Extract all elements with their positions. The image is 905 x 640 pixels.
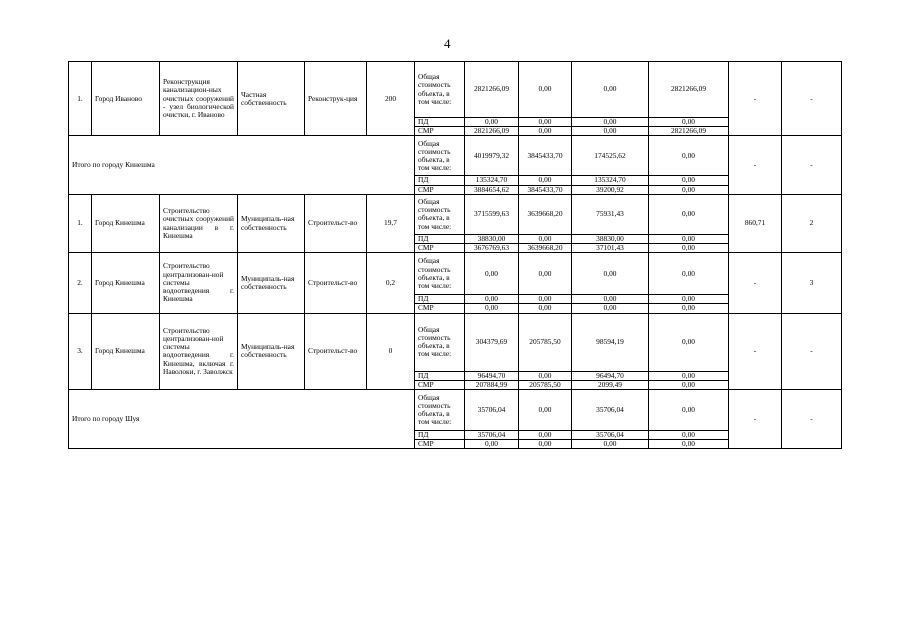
label-total-cost: Общая стоимость объекта, в том числе: [415, 390, 465, 431]
row-number: 3. [69, 313, 92, 389]
total-value: 35706,04 [465, 390, 519, 431]
label-pd: ПД [415, 118, 465, 127]
smr-value: 0,00 [572, 304, 649, 313]
total-value: 2821266,09 [649, 62, 729, 118]
pd-value: 35706,04 [465, 431, 519, 440]
smr-value: 0,00 [649, 380, 729, 389]
total-value: 0,00 [465, 253, 519, 295]
object-name: Реконструкция канализацион-ных очистных сооружений - узел биологической очистки, г. Иваново [160, 62, 238, 136]
row-number: 2. [69, 253, 92, 313]
label-total-cost: Общая стоимость объекта, в том числе: [415, 194, 465, 234]
row-number: 1. [69, 62, 92, 136]
extra-value-2: - [782, 313, 842, 389]
label-smr: СМР [415, 127, 465, 136]
table-row [69, 62, 842, 118]
work-type: Строительст-во [305, 253, 367, 313]
capacity: 0 [367, 313, 415, 389]
table-row [69, 136, 842, 176]
work-type: Реконструк-ция [305, 62, 367, 136]
pd-value: 38830,00 [572, 234, 649, 243]
row-number: 1. [69, 194, 92, 252]
smr-value: 3639668,20 [519, 244, 572, 253]
total-value: 174525,62 [572, 136, 649, 176]
table-row [69, 313, 842, 371]
ownership: Муниципаль-ная собственность [238, 194, 305, 252]
city-total-title: Итого по городу Шуя [69, 390, 415, 449]
smr-value: 0,00 [465, 440, 519, 449]
pd-value: 38830,00 [465, 234, 519, 243]
extra-value-1: - [729, 62, 782, 136]
smr-value: 3884654,62 [465, 185, 519, 194]
pd-value: 0,00 [649, 371, 729, 380]
pd-value: 0,00 [519, 371, 572, 380]
ownership: Частная собственность [238, 62, 305, 136]
pd-value: 96494,70 [572, 371, 649, 380]
pd-value: 0,00 [519, 234, 572, 243]
extra-value-2: 3 [782, 253, 842, 313]
pd-value: 0,00 [519, 176, 572, 185]
smr-value: 3845433,70 [519, 185, 572, 194]
pd-value: 0,00 [572, 118, 649, 127]
extra-value-1: - [729, 313, 782, 389]
total-value: 0,00 [649, 390, 729, 431]
total-value: 0,00 [519, 62, 572, 118]
total-value: 0,00 [519, 253, 572, 295]
label-pd: ПД [415, 371, 465, 380]
pd-value: 0,00 [572, 295, 649, 304]
capacity: 200 [367, 62, 415, 136]
smr-value: 0,00 [649, 185, 729, 194]
label-total-cost: Общая стоимость объекта, в том числе: [415, 62, 465, 118]
smr-value: 39200,92 [572, 185, 649, 194]
ownership: Муниципаль-ная собственность [238, 313, 305, 389]
table-row [69, 390, 842, 431]
object-name: Строительство централизован-ной системы водоотведения г. Кинешма [160, 253, 238, 313]
total-value: 2821266,09 [465, 62, 519, 118]
smr-value: 37101,43 [572, 244, 649, 253]
pd-value: 135324,70 [572, 176, 649, 185]
label-smr: СМР [415, 440, 465, 449]
smr-value: 2821266,09 [465, 127, 519, 136]
extra-value-1: - [729, 390, 782, 449]
pd-value: 0,00 [649, 118, 729, 127]
pd-value: 0,00 [519, 295, 572, 304]
pd-value: 0,00 [465, 118, 519, 127]
smr-value: 0,00 [649, 440, 729, 449]
city-name: Город Иваново [92, 62, 160, 136]
pd-value: 0,00 [649, 431, 729, 440]
total-value: 0,00 [649, 194, 729, 234]
extra-value-2: - [782, 62, 842, 136]
pd-value: 0,00 [649, 234, 729, 243]
total-value: 304379,69 [465, 313, 519, 371]
table-row [69, 194, 842, 234]
work-type: Строительст-во [305, 194, 367, 252]
extra-value-1: 860,71 [729, 194, 782, 252]
pd-value: 0,00 [519, 431, 572, 440]
smr-value: 0,00 [519, 304, 572, 313]
total-value: 0,00 [649, 136, 729, 176]
table-row [69, 253, 842, 295]
total-value: 3715599,63 [465, 194, 519, 234]
extra-value-1: - [729, 253, 782, 313]
label-smr: СМР [415, 244, 465, 253]
city-name: Город Кинешма [92, 194, 160, 252]
total-value: 205785,50 [519, 313, 572, 371]
ownership: Муниципаль-ная собственность [238, 253, 305, 313]
extra-value-1: - [729, 136, 782, 194]
city-total-title: Итого по городу Кинешма [69, 136, 415, 194]
label-total-cost: Общая стоимость объекта, в том числе: [415, 313, 465, 371]
extra-value-2: 2 [782, 194, 842, 252]
pd-value: 0,00 [519, 118, 572, 127]
city-name: Город Кинешма [92, 313, 160, 389]
label-pd: ПД [415, 176, 465, 185]
label-total-cost: Общая стоимость объекта, в том числе: [415, 253, 465, 295]
smr-value: 0,00 [572, 127, 649, 136]
total-value: 0,00 [649, 313, 729, 371]
total-value: 0,00 [649, 253, 729, 295]
extra-value-2: - [782, 136, 842, 194]
label-pd: ПД [415, 431, 465, 440]
total-value: 3639668,20 [519, 194, 572, 234]
page-number: 4 [444, 36, 451, 51]
smr-value: 205785,50 [519, 380, 572, 389]
smr-value: 2099,49 [572, 380, 649, 389]
total-value: 4019979,32 [465, 136, 519, 176]
total-value: 35706,04 [572, 390, 649, 431]
smr-value: 0,00 [465, 304, 519, 313]
smr-value: 0,00 [649, 304, 729, 313]
pd-value: 135324,70 [465, 176, 519, 185]
pd-value: 35706,04 [572, 431, 649, 440]
object-name: Строительство централизован-ной системы водоотведения г. Кинешма, включая г. Наволоки, г. Заволжск [160, 313, 238, 389]
pd-value: 96494,70 [465, 371, 519, 380]
total-value: 0,00 [519, 390, 572, 431]
total-value: 98594,19 [572, 313, 649, 371]
label-total-cost: Общая стоимость объекта, в том числе: [415, 136, 465, 176]
city-name: Город Кинешма [92, 253, 160, 313]
smr-value: 0,00 [649, 244, 729, 253]
smr-value: 207884,99 [465, 380, 519, 389]
label-smr: СМР [415, 380, 465, 389]
investment-table [68, 61, 842, 449]
pd-value: 0,00 [649, 295, 729, 304]
capacity: 19,7 [367, 194, 415, 252]
smr-value: 0,00 [519, 127, 572, 136]
work-type: Строительст-во [305, 313, 367, 389]
label-smr: СМР [415, 185, 465, 194]
smr-value: 0,00 [572, 440, 649, 449]
total-value: 75931,43 [572, 194, 649, 234]
total-value: 0,00 [572, 62, 649, 118]
label-pd: ПД [415, 234, 465, 243]
pd-value: 0,00 [649, 176, 729, 185]
pd-value: 0,00 [465, 295, 519, 304]
total-value: 0,00 [572, 253, 649, 295]
label-smr: СМР [415, 304, 465, 313]
label-pd: ПД [415, 295, 465, 304]
capacity: 0,2 [367, 253, 415, 313]
smr-value: 2821266,09 [649, 127, 729, 136]
smr-value: 0,00 [519, 440, 572, 449]
smr-value: 3676769,63 [465, 244, 519, 253]
object-name: Строительство очистных сооружений канализации в г. Кинешма [160, 194, 238, 252]
total-value: 3845433,70 [519, 136, 572, 176]
extra-value-2: - [782, 390, 842, 449]
